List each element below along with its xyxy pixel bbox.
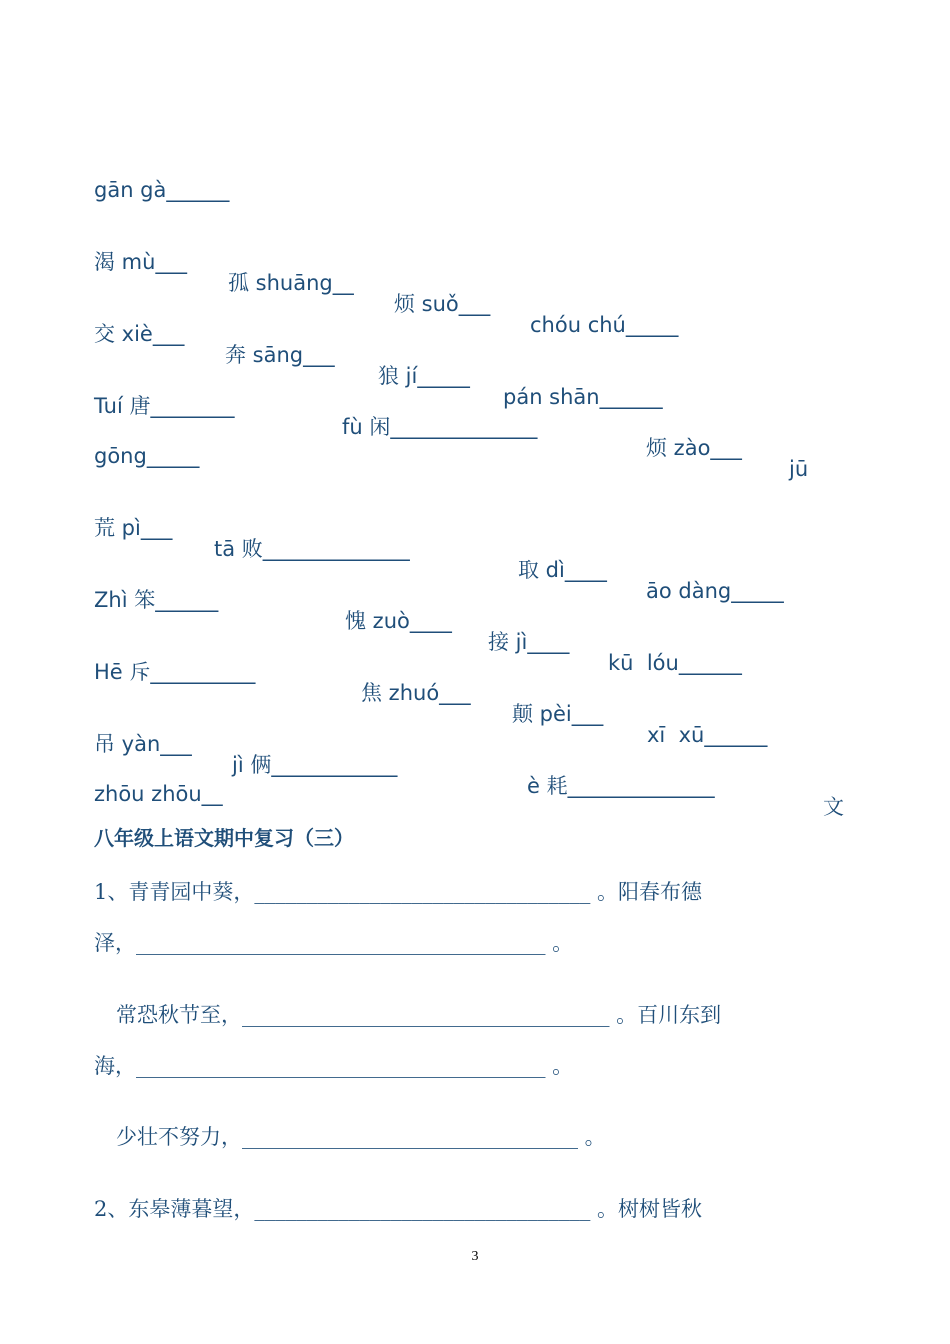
pinyin-item: 渴 mù___ xyxy=(94,250,187,274)
pinyin-item: 文 xyxy=(823,795,844,819)
pinyin-item: xī xū______ xyxy=(647,723,768,747)
pinyin-item: gān gà______ xyxy=(94,178,230,202)
poem-line: 泽，_______________________________________ 。 xyxy=(94,931,574,955)
pinyin-item: āo dàng_____ xyxy=(646,579,784,603)
pinyin-item: Tuí 唐________ xyxy=(94,394,235,418)
section-title: 八年级上语文期中复习（三） xyxy=(94,826,354,850)
pinyin-item: 接 jì____ xyxy=(488,630,570,654)
pinyin-item: 奔 sāng___ xyxy=(225,343,335,367)
pinyin-item: 孤 shuāng__ xyxy=(228,271,354,295)
pinyin-item: 交 xiè___ xyxy=(94,322,185,346)
pinyin-item: 荒 pì___ xyxy=(94,516,173,540)
pinyin-item: chóu chú_____ xyxy=(530,313,679,337)
pinyin-item: jū xyxy=(789,457,809,481)
pinyin-item: 取 dì____ xyxy=(518,558,607,582)
pinyin-item: Zhì 笨______ xyxy=(94,588,219,612)
pinyin-item: 烦 zào___ xyxy=(646,436,742,460)
pinyin-item: tā 败______________ xyxy=(214,537,410,561)
poem-line: 常恐秋节至，___________________________________ 。百川东到 xyxy=(116,1003,722,1027)
pinyin-item: zhōu zhōu__ xyxy=(94,782,223,806)
pinyin-item: fù 闲______________ xyxy=(342,415,538,439)
pinyin-item: 狼 jí_____ xyxy=(378,364,470,388)
pinyin-item: jì 俩____________ xyxy=(232,753,398,777)
pinyin-item: è 耗______________ xyxy=(527,774,715,798)
pinyin-item: 吊 yàn___ xyxy=(94,732,192,756)
poem-line: 少壮不努力，________________________________ 。 xyxy=(116,1125,606,1149)
poem-line: 2、东皋薄暮望，________________________________ 。树树皆秋 xyxy=(94,1197,703,1221)
pinyin-row-5 xyxy=(94,425,200,468)
page-number: 3 xyxy=(471,1249,479,1264)
pinyin-item: gōng_____ xyxy=(94,444,200,468)
pinyin-item: kū lóu______ xyxy=(608,651,742,675)
pinyin-row-1 xyxy=(94,159,230,202)
pinyin-row-10 xyxy=(94,763,223,806)
pinyin-item: 愧 zuò____ xyxy=(345,609,452,633)
poem-line: 1、青青园中葵，________________________________ 。阳春布德 xyxy=(94,880,703,904)
pinyin-item: Hē 斥__________ xyxy=(94,660,256,684)
pinyin-item: 焦 zhuó___ xyxy=(361,681,471,705)
pinyin-item: 颠 pèi___ xyxy=(512,702,604,726)
pinyin-item: pán shān______ xyxy=(503,385,663,409)
pinyin-item: 烦 suǒ___ xyxy=(394,292,491,316)
poem-line: 海，_______________________________________ 。 xyxy=(94,1054,574,1078)
